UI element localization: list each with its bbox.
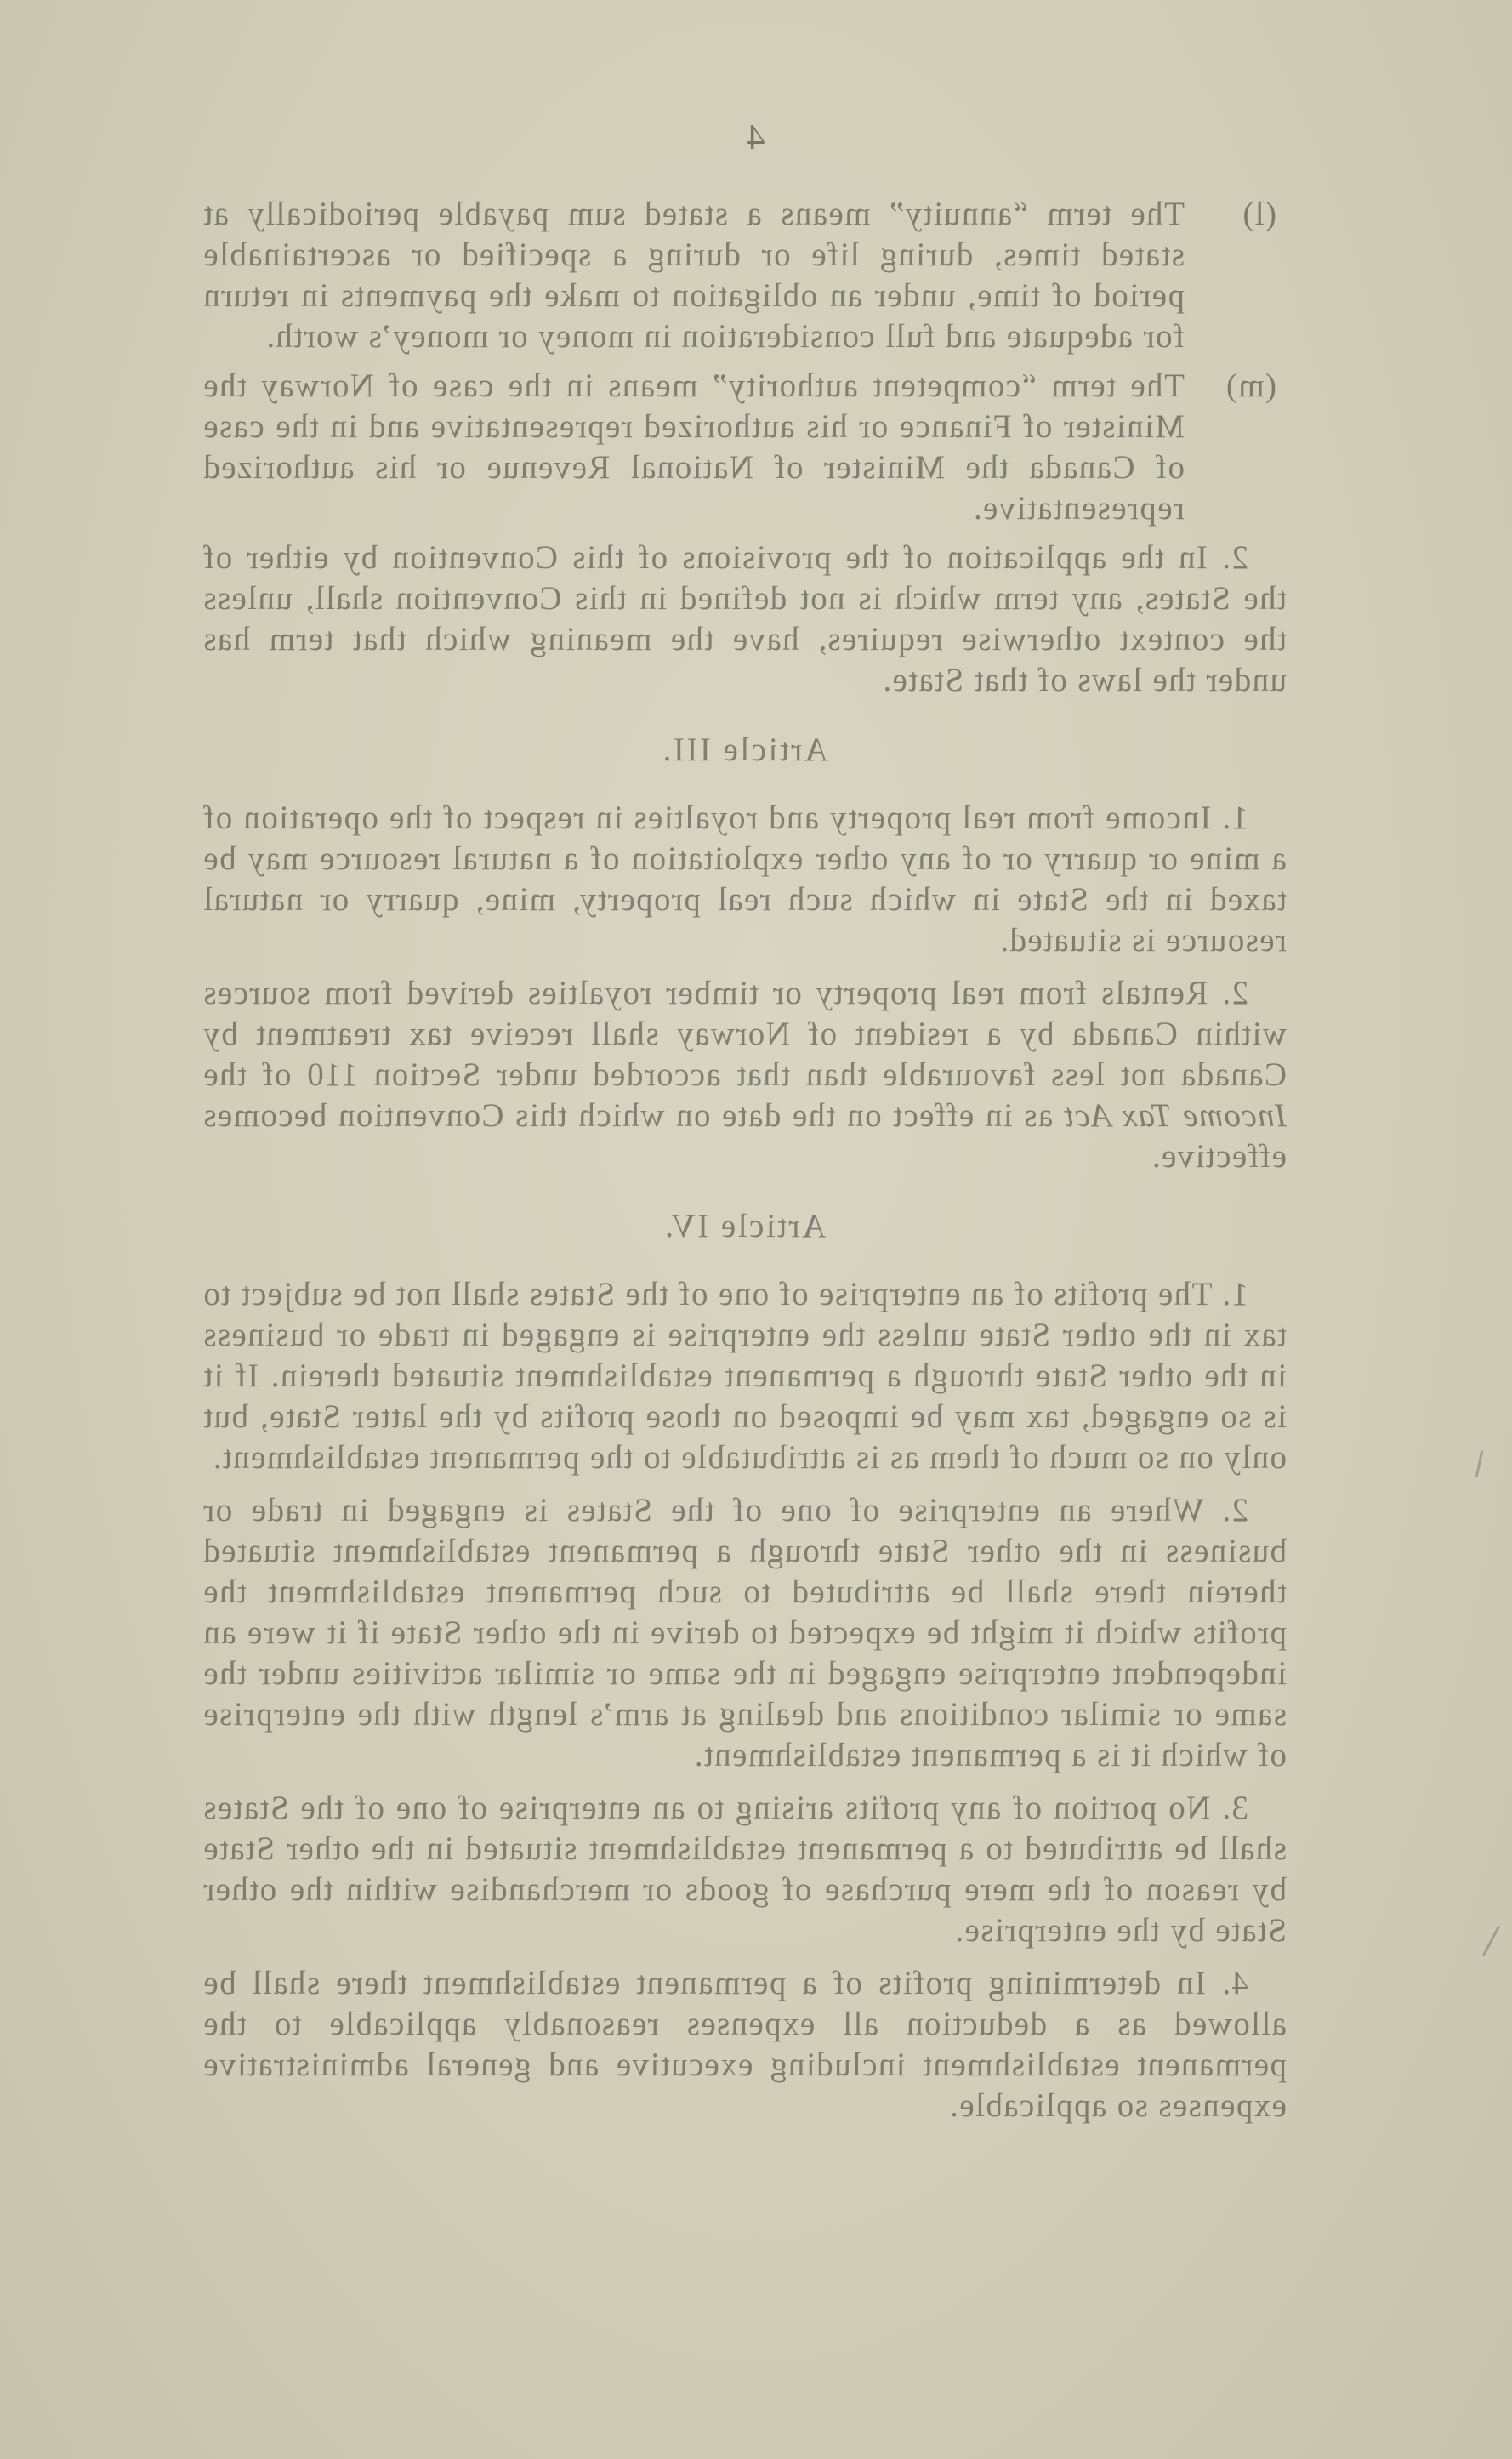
article3-heading: Article III. bbox=[661, 731, 828, 768]
article4-paragraph-1: 1. The profits of an enterprise of one of the States shall not be subject to tax in the other State unless the enterprise is engaged in trade or business in the other State through a permanent establishment situated therein. If it is so engaged, tax may be imposed on those profits by the latter State, but only on so much of them as is attributable to the permanent establishment. bbox=[202, 1276, 1287, 1476]
article4-paragraph-2: 2. Where an enterprise of one of the States is engaged in trade or business in the other State through a permanent establishment situated therein there shall be attributed to such permanent establishment the profits which it might be expected to derive in the other State if it were an independent enterprise engaged in the same or similar activities under the same or similar conditions and dealing at arm’s length with the enterprise of which it is a permanent establishment. bbox=[202, 1492, 1287, 1773]
definition-label: (l) bbox=[1241, 196, 1276, 232]
definition-label: (m) bbox=[1225, 367, 1276, 404]
article3-paragraph-2 bbox=[202, 973, 1287, 1177]
definition-annuity bbox=[202, 194, 1287, 357]
article2-paragraph-2: 2. In the application of the provisions of this Convention by either of the States, any term which is not defined in this Convention shall, unless the context otherwise requires, have the meaning which that term has under the laws of that State. bbox=[202, 539, 1287, 698]
document-body bbox=[202, 194, 1287, 2138]
definition-text: The term “annuity” means a stated sum payable periodically at stated times, during life or during a specified or ascertainable period of time, under an obligation to make the payments in return for adequate and full consideration in money or money’s worth. bbox=[202, 196, 1185, 355]
page-number: 4 bbox=[747, 118, 765, 157]
definition-text: The term “competent authority” means in the case of Norway the Minister of Finance or his authorized representative and in the case of Canada the Minister of National Revenue or his authorized representative. bbox=[202, 367, 1185, 527]
article4-paragraph-4: 4. In determining profits of a permanent establishment there shall be allowed as a deduction all expenses reasonably applicable to the permanent establishment including executive and general administrative expenses so applicable. bbox=[202, 1965, 1287, 2124]
article4-heading: Article IV. bbox=[662, 1208, 827, 1244]
article3-paragraph-2-text-a: 2. Rentals from real property or timber royalties derived from sources within Canada by a resident of Norway shall receive tax treatment by Canada not less favourable than that accorded under Section 110 of the bbox=[202, 975, 1287, 1093]
article3-paragraph-2-text-b: as in effect on the date on which this Convention becomes effective. bbox=[202, 1097, 1287, 1175]
article4-paragraph-3: 3. No portion of any profits arising to an enterprise of one of the States shall be attributed to a permanent establishment situated in the other State by reason of the mere purchase of goods or merchandise within the other State by the enterprise. bbox=[202, 1790, 1287, 1949]
definition-competent-authority bbox=[202, 366, 1287, 529]
income-tax-act-reference: Income Tax Act bbox=[1063, 1097, 1287, 1134]
article3-paragraph-1: 1. Income from real property and royalties in respect of the operation of a mine or quarry or of any other exploitation of a natural resource may be taxed in the State in which such real property, mine, quarry or natural resource is situated. bbox=[202, 800, 1287, 959]
